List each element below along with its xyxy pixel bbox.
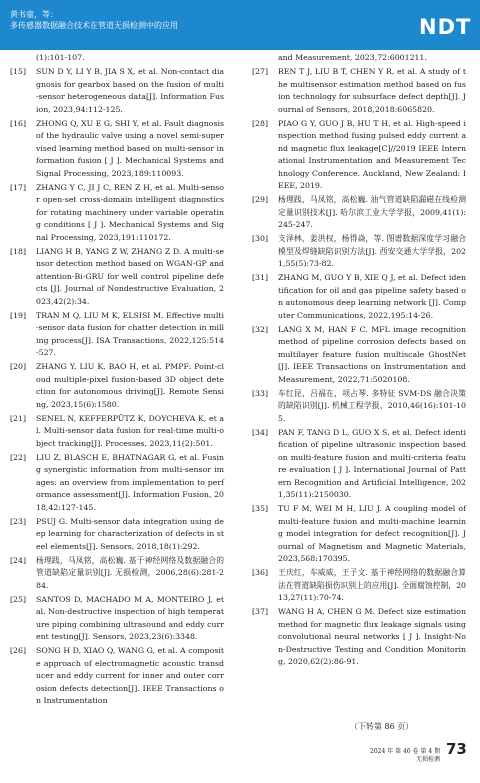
reference-number: [37] [252,607,269,616]
reference-text: ZHONG Q, XU E G, SHI Y, et al. Fault diagnosis of the hydraulic valve using a novel semi-supervised learning method based on multi-sensor information fusion [ J ]. Mechanical Systems and Signal Processing, 2023,189:110093. [36,118,224,178]
left-reference-column [10,52,224,709]
reference-number: [21] [10,413,27,423]
reference-number: [16] [10,118,27,128]
reference-text: PAN F, TANG D L, GUO X S, et al. Defect identification of pipeline ultrasonic inspection based on multi-feature fusion and multi-criteria feature evaluation [ J ]. International Journal of Pattern Recognition and Artificial Intelligence, 2021,35(11):2150030. [278,427,466,499]
reference-entry [252,503,466,566]
reference-entry [10,555,224,593]
reference-number: [24] [10,555,27,565]
reference-entry [10,594,224,644]
reference-number: [28] [252,118,269,128]
header-title: 多传感器数据融合技术在管道无损检测中的应用 [10,21,178,30]
reference-number: [20] [10,362,27,371]
reference-text: REN T J, LIU B T, CHEN Y R, et al. A study of the multisensor estimation method based on fusion technology for subsurface defect depth[J]. Journal of Sensors, 2018,2018:6065820. [278,67,466,114]
reference-number: [34] [252,427,269,437]
reference-text: LANG X M, HAN F C. MFL image recognition method of pipeline corrosion defects based on multilayer feature fusion multiscale GhostNet[J]. IEEE Transactions on Instrumentation and Measurement, 2022,71:5020108. [278,324,466,384]
reference-number: [23] [10,516,27,526]
reference-entry [252,388,466,426]
reference-entry [252,118,466,193]
reference-text: ZHANG M, GUO Y B, XIE Q J, et al. Defect identification for oil and gas pipeline safety based on autonomous deep learning network [J]. Computer Communications, 2022,195:14-26. [278,273,466,320]
header-authors: 黄书童，等： [10,10,58,19]
reference-number: [36] [252,568,269,577]
journal-issue: 2024 年 第 46 卷 第 4 期 [370,748,441,755]
reference-entry [10,310,224,360]
reference-number: [31] [252,273,269,282]
reference-text: 车红昆，吕福在，项占琴. 多特征 SVM-DS 融合决策的缺陷识别[J]. 机械工程学报，2010,46(16):101-105. [278,388,466,423]
reference-entry [10,452,224,515]
page-number: 73 [446,740,467,758]
reference-text: 杨理践，马凤铭，高松巍. 基于神经网络及数据融合的管道缺陷定量识别[J]. 无损检测，2006,28(6):281-284. [36,555,224,590]
reference-entry [10,246,224,309]
reference-number: [22] [10,452,27,462]
reference-entry [10,182,224,245]
reference-entry [10,645,224,708]
reference-text: 王庆红，车威威，王子文. 基于神经网络的数据融合算法在管道缺陷损伤识别上的应用[J]. 全面腐蚀控制，2013,27(11):70-74. [278,568,466,602]
reference-entry [252,66,466,116]
reference-number: [25] [10,594,27,604]
reference-number: [17] [10,182,27,192]
reference-number: [27] [252,67,269,76]
reference-entry [10,361,224,411]
reference-entry [252,233,466,271]
reference-text: 杨理践，马凤铭，高松巍. 油气管道缺陷漏磁在线检测定量识别技术[J]. 哈尔滨工业大学学报，2009,41(1):245-247. [278,195,466,229]
reference-number: [32] [252,324,269,334]
reference-text: SUN D Y, LI Y B, JIA S X, et al. Non-contact diagnosis for gearbox based on the fusion of multi-sensor heterogeneous data[J]. Information Fusion, 2023,94:112-125. [36,67,224,114]
reference-number: [19] [10,310,27,320]
reference-entry [252,272,466,322]
reference-text: SENEL N, KEFFERPÜTZ K, DOYCHEVA K, et al. Multi-sensor data fusion for real-time multi-object tracking[J]. Processes, 2023,11(2):501. [36,413,224,448]
reference-entry [10,413,224,451]
reference-text: ZHANG Y C, JI J C, REN Z H, et al. Multi-sensor open-set cross-domain intelligent diagnostics for rotating machinery under variable operating conditions [ J ]. Mechanical Systems and Signal Processing, 2023,191:110172. [36,182,224,242]
reference-continuation: (1):101-107. [36,53,85,62]
reference-text: PSUJ G. Multi-sensor data integration using deep learning for characterization of defects in steel elements[J]. Sensors, 2018,18(1):292. [36,516,224,551]
reference-text: TU F M, WEI M H, LIU J. A coupling model of multi-feature fusion and multi-machine learning model integration for defect recognition[J]. Journal of Magnetism and Magnetic Materials, 2023,568:170395. [278,504,466,563]
reference-entry [10,516,224,554]
reference-number: [29] [252,195,269,204]
continued-note: （下转第 86 页） [350,722,414,731]
reference-text: ZHANG Y, LIU K, BAO H, et al. PMPF: Point-cloud multiple-pixel fusion-based 3D object detection for autonomous driving[J]. Remote Sensing, 2023,15(6):1580. [36,362,224,409]
reference-number: [30] [252,234,269,243]
reference-text: LIU Z, BLASCH E, BHATNAGAR G, et al. Fusing synergistic information from multi-sensor images: an overview from implementation to performance assessment[J]. Information Fusion, 2018,42:127-145. [36,452,224,512]
reference-entry [252,567,466,605]
reference-entry [10,118,224,181]
reference-number: [35] [252,504,269,513]
reference-text: PIAO G Y, GUO J B, HU T H, et al. High-speed inspection method fusing pulsed eddy current and magnetic flux leakage[C]//2019 IEEE International Instrumentation and Measurement Technology Conference. Auckland, New Zealand: IEEE, 2019. [278,118,466,190]
journal-name: 无损检测 [416,756,441,763]
ndt-logo: NDT [419,15,472,39]
reference-number: [18] [10,246,27,256]
reference-entry [252,194,466,232]
reference-entry [252,324,466,387]
reference-number: [26] [10,646,27,655]
reference-number: [33] [252,388,269,398]
reference-entry [252,606,466,669]
right-reference-column [252,52,466,670]
reference-text: SONG H D, XIAO Q, WANG G, et al. A composite approach of electromagnetic acoustic transducer and eddy current for inner and outer corrosion defects detection[J]. IEEE Transactions on Instrumentation [36,646,224,705]
reference-text: WANG H A, CHEN G M. Defect size estimation method for magnetic flux leakage signals using convolutional neural networks [ J ]. Insight-Non-Destructive Testing and Condition Monitoring, 2020,62(2):86-91. [278,607,466,666]
reference-number: [15] [10,67,27,76]
journal-info [370,748,440,764]
reference-text: LIANG H B, YANG Z W, ZHANG Z D. A multi-sensor detection method based on WGAN-GP and attention-Bi-GRU for well control pipeline defects [J]. Journal of Nondestructive Evaluation, 2023,42(2):34. [36,246,224,306]
reference-text: SANTOS D, MACHADO M A, MONTEIRO J, et al. Non-destructive inspection of high temperature piping combining ultrasound and eddy current testing[J]. Sensors, 2023,23(6):3348. [36,594,224,641]
reference-text: 支泽林，姜洪权，杨得焱，等. 图谱数据深度学习融合模型及焊缝缺陷识别方法[J]. 西安交通大学学报，2021,55(5):73-82. [278,234,466,268]
reference-entry [252,427,466,502]
reference-text: TRAN M Q, LIU M K, ELSISI M. Effective multi-sensor data fusion for chatter detection in milling process[J]. ISA Transactions, 2022,125:514-527. [36,310,224,357]
reference-continuation: and Measurement, 2023,72:6001211. [278,53,427,62]
header-banner [0,0,480,50]
reference-entry [10,66,224,116]
